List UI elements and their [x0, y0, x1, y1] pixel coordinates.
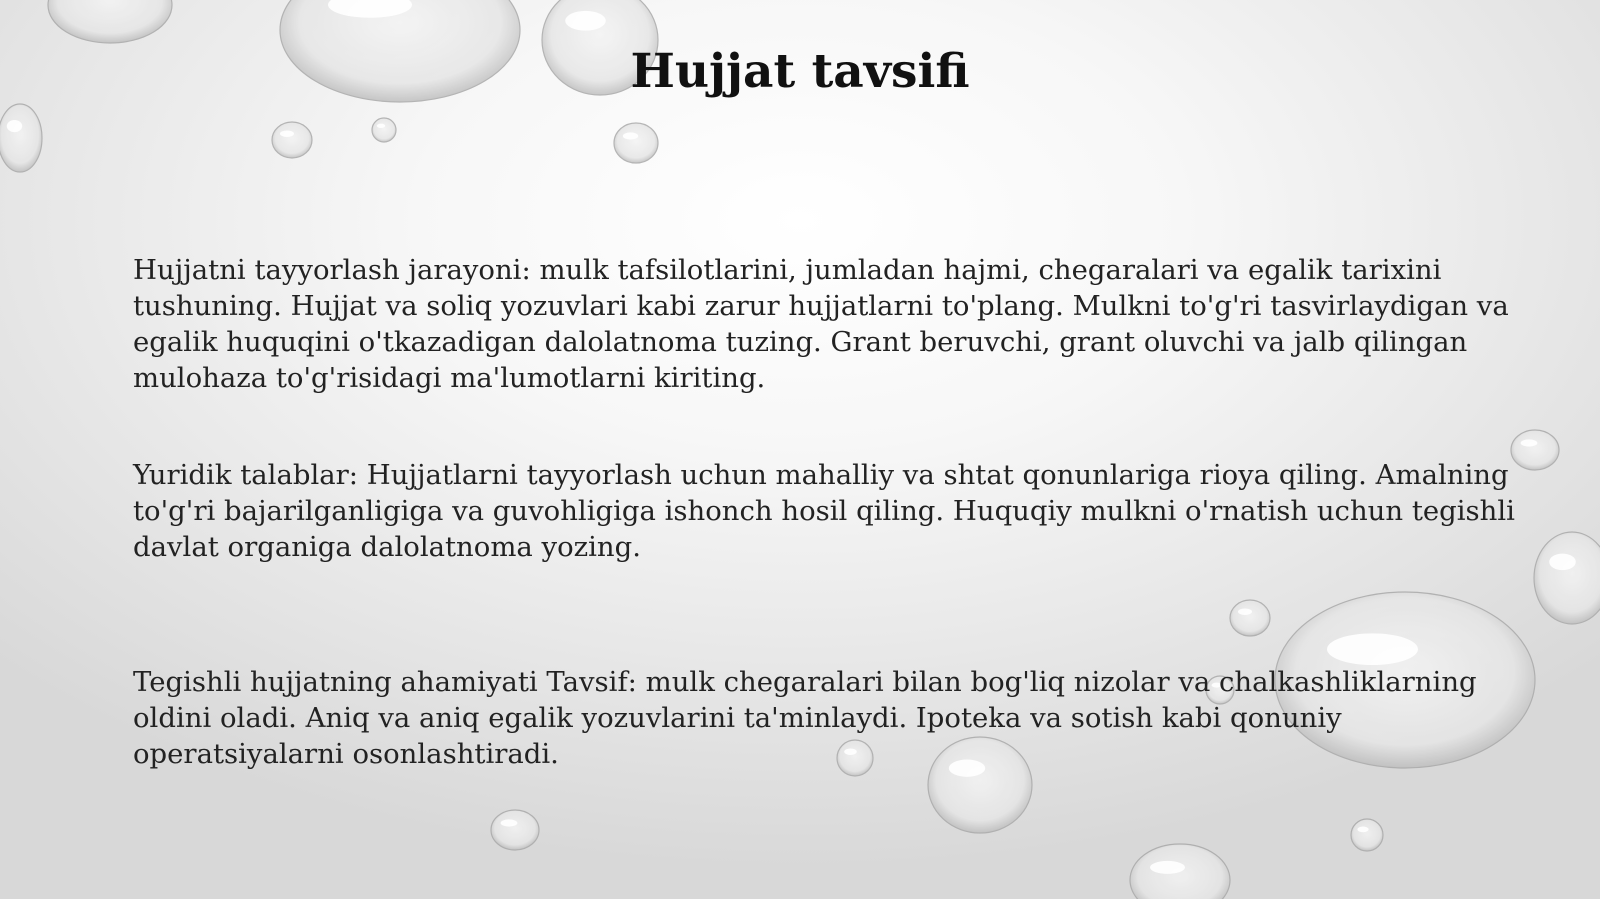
- water-drop: [614, 123, 658, 163]
- water-drop-highlight: [377, 124, 385, 128]
- water-drop-highlight: [501, 819, 518, 826]
- water-drop-highlight: [1150, 861, 1185, 874]
- water-drop-highlight: [623, 132, 638, 139]
- slide-title: Hujjat tavsifi: [630, 44, 970, 99]
- water-drop: [1534, 532, 1600, 624]
- water-drop: [491, 810, 539, 850]
- paragraph-legal-requirements: Yuridik talablar: Hujjatlarni tayyorlash uchun mahalliy va shtat qonunlariga rioya qiling. Amalning to'g'ri bajarilganligiga va guvohligiga ishonch hosil qiling. Huquqiy mulkni o'rnatish uchun tegishli davlat organiga dalolatnoma yozing.: [133, 459, 1515, 563]
- paragraph-importance: Tegishli hujjatning ahamiyati Tavsif: mulk chegaralari bilan bog'liq nizolar va chalkashliklarning oldini oladi. Aniq va aniq egalik yozuvlarini ta'minlaydi. Ipoteka va sotish kabi qonuniy operatsiyalarni osonlashtiradi.: [133, 666, 1477, 770]
- water-drop: [0, 104, 42, 172]
- water-drop-highlight: [565, 11, 606, 31]
- water-drop-highlight: [1238, 608, 1252, 614]
- water-drop-highlight: [7, 120, 22, 132]
- water-drop-highlight: [1327, 633, 1418, 665]
- paragraph-document-preparation: Hujjatni tayyorlash jarayoni: mulk tafsilotlarini, jumladan hajmi, chegaralari va egalik tarixini tushuning. Hujjat va soliq yozuvlari kabi zarur hujjatlarni to'plang. Mulkni to'g'ri tasvirlaydigan va egalik huquqini o'tkazadigan dalolatnoma tuzing. Grant beruvchi, grant oluvchi va jalb qilingan mulohaza to'g'risidagi ma'lumotlarni kiriting.: [133, 254, 1509, 394]
- water-drop: [1351, 819, 1383, 851]
- water-drop: [372, 118, 396, 142]
- water-drop-highlight: [1357, 827, 1368, 833]
- water-drop: [1230, 600, 1270, 636]
- water-drop-highlight: [1549, 554, 1576, 571]
- water-drop-highlight: [280, 130, 294, 136]
- water-drop: [272, 122, 312, 158]
- water-drop-highlight: [1521, 439, 1538, 446]
- water-drop: [48, 0, 172, 43]
